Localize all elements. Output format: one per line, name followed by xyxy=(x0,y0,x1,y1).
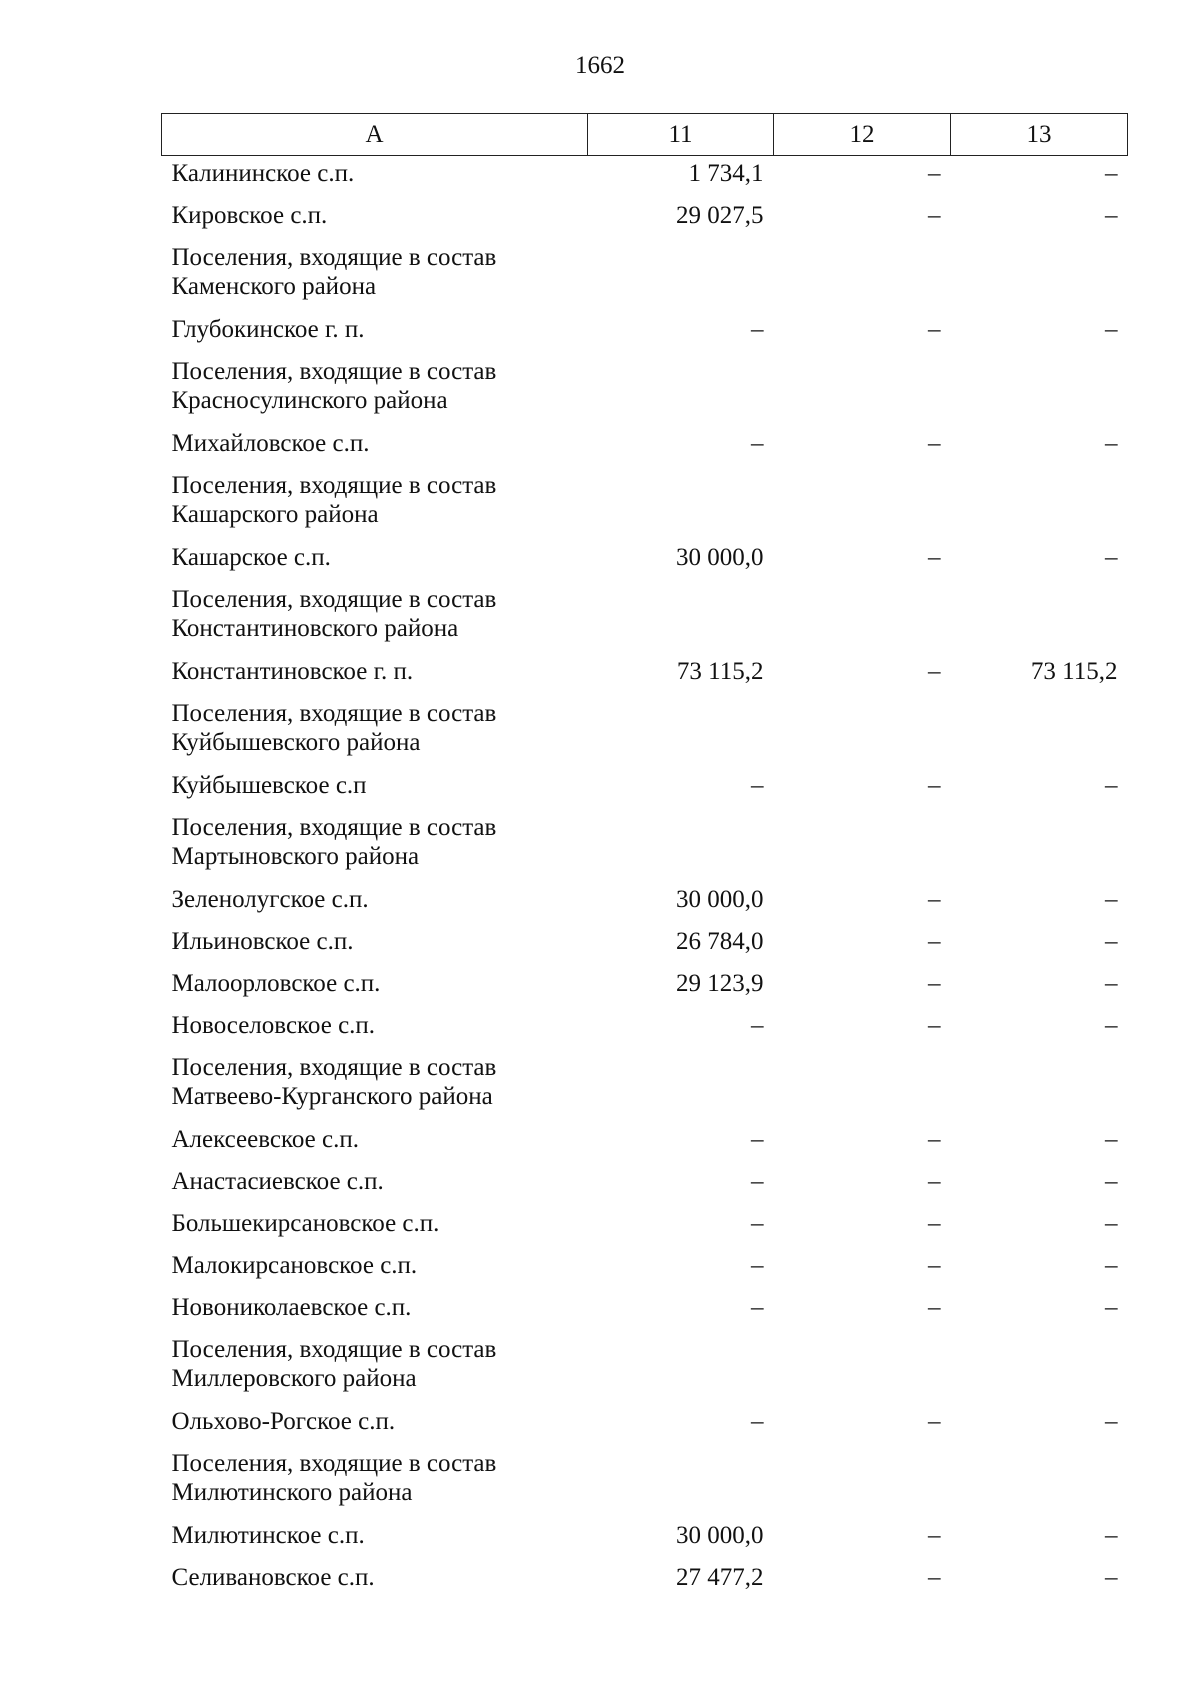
table-group-row xyxy=(162,1049,1128,1121)
column-12-cell: – xyxy=(928,886,941,913)
column-11-cell: – xyxy=(751,772,764,799)
data-table xyxy=(161,113,1128,1601)
column-12-cell xyxy=(774,467,951,539)
table-row xyxy=(162,539,1128,581)
column-13-cell: – xyxy=(1105,430,1118,457)
column-12-cell xyxy=(774,353,951,425)
column-13-cell: – xyxy=(1105,1252,1118,1279)
column-12-cell xyxy=(774,581,951,653)
settlement-name-cell: Поселения, входящие в состав Красносулинского района xyxy=(171,358,497,414)
table-row xyxy=(162,1517,1128,1559)
settlement-name-cell: Селивановское с.п. xyxy=(171,1564,375,1591)
column-11-cell: 27 477,2 xyxy=(676,1564,764,1591)
column-13-cell: – xyxy=(1105,160,1118,187)
settlement-name-cell: Глубокинское г. п. xyxy=(171,316,365,343)
column-12-cell: – xyxy=(928,316,941,343)
table-row xyxy=(162,156,1128,198)
column-13-cell: 73 115,2 xyxy=(1030,658,1118,685)
column-11-cell: – xyxy=(751,1408,764,1435)
settlement-name-cell: Поселения, входящие в состав Матвеево-Курганского района xyxy=(171,1054,497,1110)
settlement-name-cell: Кашарское с.п. xyxy=(171,544,331,571)
table-row xyxy=(162,1121,1128,1163)
column-12-cell: – xyxy=(928,658,941,685)
table-group-row xyxy=(162,467,1128,539)
column-13-cell: – xyxy=(1105,316,1118,343)
column-11-cell: – xyxy=(751,1252,764,1279)
column-13-cell: – xyxy=(1105,1408,1118,1435)
column-header-a: А xyxy=(162,114,588,156)
table-row xyxy=(162,767,1128,809)
table-group-row xyxy=(162,1331,1128,1403)
table-row xyxy=(162,965,1128,1007)
column-13-cell: – xyxy=(1105,886,1118,913)
column-12-cell: – xyxy=(928,1522,941,1549)
settlement-name-cell: Новоселовское с.п. xyxy=(171,1012,376,1039)
column-12-cell: – xyxy=(928,970,941,997)
column-11-cell xyxy=(588,809,774,881)
table-row xyxy=(162,881,1128,923)
column-12-cell xyxy=(774,1445,951,1517)
settlement-name-cell: Поселения, входящие в состав Куйбышевского района xyxy=(171,700,497,756)
column-13-cell: – xyxy=(1105,928,1118,955)
column-13-cell xyxy=(951,353,1128,425)
column-12-cell xyxy=(774,695,951,767)
settlement-name-cell: Ильиновское с.п. xyxy=(171,928,354,955)
table-row xyxy=(162,1559,1128,1601)
table-row xyxy=(162,1205,1128,1247)
table-row xyxy=(162,425,1128,467)
column-11-cell: 29 027,5 xyxy=(676,202,764,229)
column-11-cell: 30 000,0 xyxy=(676,886,764,913)
column-13-cell xyxy=(951,581,1128,653)
column-11-cell xyxy=(588,1331,774,1403)
settlement-name-cell: Алексеевское с.п. xyxy=(171,1126,359,1153)
settlement-name-cell: Поселения, входящие в состав Кашарского района xyxy=(171,472,497,528)
column-header-12: 12 xyxy=(774,114,951,156)
column-12-cell: – xyxy=(928,160,941,187)
column-13-cell: – xyxy=(1105,1564,1118,1591)
settlement-name-cell: Поселения, входящие в состав Миллеровского района xyxy=(171,1336,497,1392)
table-group-row xyxy=(162,1445,1128,1517)
settlement-name-cell: Малоорловское с.п. xyxy=(171,970,381,997)
column-12-cell: – xyxy=(928,1126,941,1153)
column-11-cell xyxy=(588,695,774,767)
settlement-name-cell: Большекирсановское с.п. xyxy=(171,1210,440,1237)
table-group-row xyxy=(162,581,1128,653)
settlement-name-cell: Куйбышевское с.п xyxy=(171,772,367,799)
column-11-cell: – xyxy=(751,1012,764,1039)
column-12-cell xyxy=(774,239,951,311)
table-row xyxy=(162,1007,1128,1049)
table-group-row xyxy=(162,239,1128,311)
column-13-cell xyxy=(951,809,1128,881)
table-row xyxy=(162,1247,1128,1289)
table-group-row xyxy=(162,809,1128,881)
column-11-cell xyxy=(588,1445,774,1517)
column-13-cell: – xyxy=(1105,1168,1118,1195)
column-12-cell: – xyxy=(928,430,941,457)
column-13-cell: – xyxy=(1105,1522,1118,1549)
column-13-cell: – xyxy=(1105,772,1118,799)
column-12-cell xyxy=(774,1049,951,1121)
table-row xyxy=(162,197,1128,239)
column-11-cell: 30 000,0 xyxy=(676,544,764,571)
column-11-cell: – xyxy=(751,1168,764,1195)
column-13-cell: – xyxy=(1105,1126,1118,1153)
settlement-name-cell: Поселения, входящие в состав Константиновского района xyxy=(171,586,497,642)
column-12-cell: – xyxy=(928,202,941,229)
column-11-cell xyxy=(588,467,774,539)
page-number: 1662 xyxy=(575,52,625,79)
column-11-cell: 73 115,2 xyxy=(676,658,764,685)
settlement-name-cell: Калининское с.п. xyxy=(171,160,355,187)
column-12-cell: – xyxy=(928,772,941,799)
settlement-name-cell: Анастасиевское с.п. xyxy=(171,1168,384,1195)
column-11-cell: – xyxy=(751,316,764,343)
column-13-cell: – xyxy=(1105,1294,1118,1321)
column-12-cell: – xyxy=(928,544,941,571)
column-header-13: 13 xyxy=(951,114,1128,156)
settlement-name-cell: Милютинское с.п. xyxy=(171,1522,365,1549)
column-11-cell: – xyxy=(751,1126,764,1153)
column-12-cell: – xyxy=(928,1564,941,1591)
settlement-name-cell: Поселения, входящие в состав Милютинского района xyxy=(171,1450,497,1506)
column-header-11: 11 xyxy=(588,114,774,156)
column-13-cell xyxy=(951,1049,1128,1121)
table-row xyxy=(162,1289,1128,1331)
column-13-cell: – xyxy=(1105,1012,1118,1039)
column-12-cell: – xyxy=(928,928,941,955)
column-11-cell xyxy=(588,353,774,425)
table-row xyxy=(162,923,1128,965)
column-13-cell: – xyxy=(1105,970,1118,997)
column-13-cell xyxy=(951,1445,1128,1517)
table-group-row xyxy=(162,695,1128,767)
column-11-cell: 29 123,9 xyxy=(676,970,764,997)
column-11-cell: 30 000,0 xyxy=(676,1522,764,1549)
table-row xyxy=(162,653,1128,695)
column-12-cell: – xyxy=(928,1252,941,1279)
column-13-cell: – xyxy=(1105,1210,1118,1237)
column-13-cell xyxy=(951,467,1128,539)
column-12-cell: – xyxy=(928,1408,941,1435)
settlement-name-cell: Зеленолугское с.п. xyxy=(171,886,369,913)
table-row xyxy=(162,311,1128,353)
column-12-cell: – xyxy=(928,1294,941,1321)
column-12-cell: – xyxy=(928,1168,941,1195)
column-11-cell xyxy=(588,1049,774,1121)
table-body xyxy=(162,156,1128,1602)
table-row xyxy=(162,1403,1128,1445)
settlement-name-cell: Поселения, входящие в состав Каменского района xyxy=(171,244,497,300)
column-11-cell: – xyxy=(751,1294,764,1321)
column-11-cell xyxy=(588,581,774,653)
column-11-cell: – xyxy=(751,430,764,457)
column-12-cell xyxy=(774,1331,951,1403)
column-13-cell xyxy=(951,1331,1128,1403)
column-11-cell: 26 784,0 xyxy=(676,928,764,955)
settlement-name-cell: Поселения, входящие в состав Мартыновского района xyxy=(171,814,497,870)
settlement-name-cell: Новониколаевское с.п. xyxy=(171,1294,412,1321)
table-group-row xyxy=(162,353,1128,425)
table-header-row xyxy=(162,114,1128,156)
column-13-cell: – xyxy=(1105,202,1118,229)
settlement-name-cell: Малокирсановское с.п. xyxy=(171,1252,418,1279)
column-11-cell xyxy=(588,239,774,311)
column-12-cell: – xyxy=(928,1012,941,1039)
settlement-name-cell: Ольхово-Рогское с.п. xyxy=(171,1408,396,1435)
column-13-cell: – xyxy=(1105,544,1118,571)
column-13-cell xyxy=(951,239,1128,311)
column-11-cell: 1 734,1 xyxy=(688,160,764,187)
settlement-name-cell: Константиновское г. п. xyxy=(171,658,414,685)
table-row xyxy=(162,1163,1128,1205)
column-12-cell: – xyxy=(928,1210,941,1237)
settlement-name-cell: Михайловское с.п. xyxy=(171,430,370,457)
column-11-cell: – xyxy=(751,1210,764,1237)
column-13-cell xyxy=(951,695,1128,767)
column-12-cell xyxy=(774,809,951,881)
settlement-name-cell: Кировское с.п. xyxy=(171,202,328,229)
